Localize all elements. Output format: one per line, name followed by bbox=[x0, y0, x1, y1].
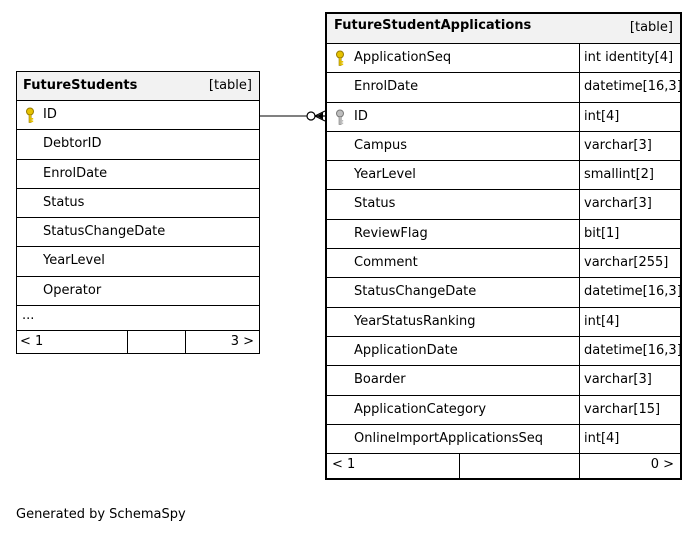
column-name: EnrolDate bbox=[354, 79, 419, 95]
children-count-cell bbox=[580, 454, 680, 478]
column-type: datetime[16,3] bbox=[579, 73, 680, 101]
parents-count: < 1 bbox=[332, 457, 356, 473]
table-kind-label: [table] bbox=[629, 20, 673, 35]
column-name: Comment bbox=[354, 255, 418, 271]
column-type: smallint[2] bbox=[579, 161, 680, 189]
column-name: ReviewFlag bbox=[354, 225, 428, 241]
generator-credit: Generated by SchemaSpy bbox=[16, 507, 186, 522]
column-name: Operator bbox=[43, 282, 102, 298]
column-name: YearLevel bbox=[354, 167, 416, 183]
column-row bbox=[327, 425, 680, 454]
column-name: Campus bbox=[354, 137, 407, 153]
column-type: bit[1] bbox=[579, 220, 680, 248]
zero-cardinality-marker bbox=[307, 112, 315, 120]
column-name: ApplicationDate bbox=[354, 342, 458, 358]
table-futurestudentapplications[interactable] bbox=[325, 12, 682, 480]
table-kind-label: [table] bbox=[208, 78, 252, 93]
column-type: varchar[255] bbox=[579, 249, 680, 277]
column-row bbox=[327, 103, 680, 132]
children-count: 3 > bbox=[230, 334, 254, 350]
column-name: DebtorID bbox=[43, 136, 102, 152]
column-name: ID bbox=[43, 107, 57, 122]
column-name: StatusChangeDate bbox=[354, 284, 477, 300]
column-name: ApplicationCategory bbox=[354, 401, 487, 417]
column-type: varchar[3] bbox=[579, 366, 680, 394]
children-count: 0 > bbox=[650, 457, 674, 473]
column-type: int[4] bbox=[579, 425, 680, 453]
column-name: OnlineImportApplicationsSeq bbox=[354, 430, 543, 446]
column-name: YearLevel bbox=[43, 253, 105, 269]
column-row bbox=[327, 161, 680, 190]
column-row bbox=[327, 366, 680, 395]
column-type: int[4] bbox=[579, 103, 680, 131]
parents-count-cell bbox=[327, 454, 460, 478]
table-header bbox=[327, 14, 680, 44]
column-row bbox=[327, 190, 680, 219]
foreign-key-icon bbox=[334, 109, 346, 125]
column-type: datetime[16,3] bbox=[579, 337, 680, 365]
table-footer bbox=[327, 454, 680, 478]
column-name: Boarder bbox=[354, 372, 406, 388]
column-name: YearStatusRanking bbox=[354, 313, 476, 329]
parents-count: < 1 bbox=[20, 334, 44, 350]
more-columns-ellipsis: ... bbox=[22, 308, 35, 324]
column-row bbox=[327, 337, 680, 366]
table-title[interactable]: FutureStudents bbox=[23, 78, 138, 93]
column-row bbox=[327, 249, 680, 278]
column-row bbox=[327, 73, 680, 102]
primary-key-icon bbox=[334, 50, 346, 66]
table-title[interactable]: FutureStudentApplications bbox=[334, 18, 532, 33]
column-type: varchar[3] bbox=[579, 132, 680, 160]
column-name: ApplicationSeq bbox=[354, 50, 452, 65]
column-name: StatusChangeDate bbox=[43, 224, 166, 240]
column-name: EnrolDate bbox=[43, 165, 108, 181]
column-row bbox=[327, 132, 680, 161]
column-name: Status bbox=[354, 196, 396, 212]
column-row bbox=[327, 44, 680, 73]
column-name: ID bbox=[354, 108, 368, 124]
column-type: varchar[3] bbox=[579, 190, 680, 218]
column-name: Status bbox=[43, 194, 85, 210]
column-row bbox=[327, 278, 680, 307]
column-type: datetime[16,3] bbox=[579, 278, 680, 306]
column-type: varchar[15] bbox=[579, 396, 680, 424]
footer-spacer-cell bbox=[460, 454, 580, 478]
column-row bbox=[327, 396, 680, 425]
column-type: int identity[4] bbox=[579, 44, 680, 72]
column-row bbox=[327, 308, 680, 337]
column-row bbox=[327, 220, 680, 249]
column-type: int[4] bbox=[579, 308, 680, 336]
